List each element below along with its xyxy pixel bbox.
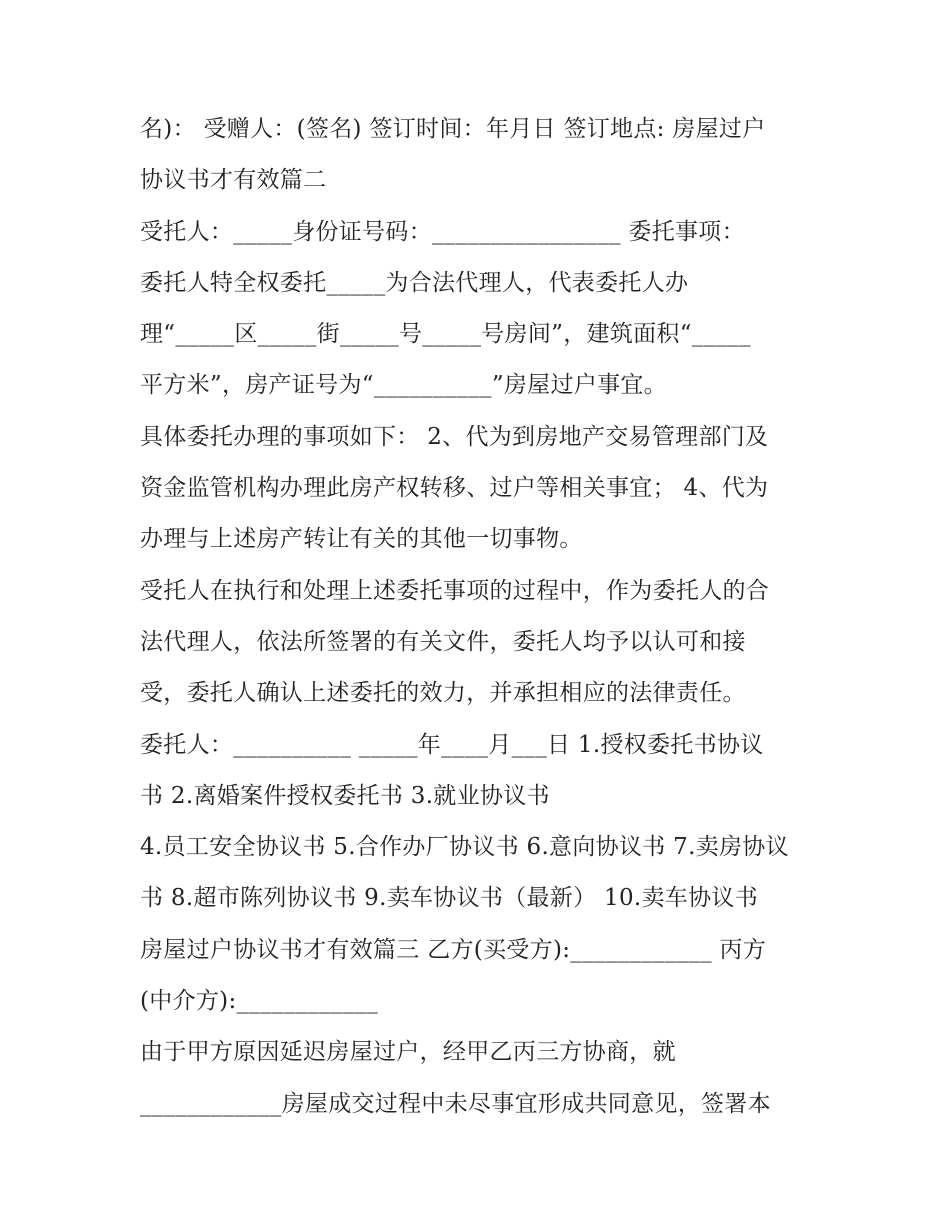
text-line: 办理与上述房产转让有关的其他一切事物。: [140, 526, 583, 553]
text-line: 委托人特全权委托_____为合法代理人，代表委托人办: [140, 269, 689, 296]
text-line: 由于甲方原因延迟房屋过户，经甲乙丙三方协商，就: [140, 1039, 676, 1066]
text-line: 书 2.离婚案件授权委托书 3.就业协议书: [140, 782, 550, 809]
text-line: 资金监管机构办理此房产权转移、过户等相关事宜； 4、代为: [140, 475, 769, 502]
text-line: 协议书才有效篇二: [140, 167, 327, 194]
text-line: 理“_____区_____街_____号_____号房间”，建筑面积“_____: [140, 321, 751, 348]
text-line: 名)： 受赠人：(签名) 签订时间：年月日 签订地点: 房屋过户: [140, 116, 766, 142]
text-line: 平方米”，房产证号为“__________”房屋过户事宜。: [140, 372, 667, 399]
text-line: 受托人：_____身份证号码：________________ 委托事项：: [140, 218, 745, 245]
text-line: 受，委托人确认上述委托的效力，并承担相应的法律责任。: [140, 680, 746, 707]
text-line: 书 8.超市陈列协议书 9.卖车协议书（最新） 10.卖车协议书: [140, 885, 758, 912]
text-line: 受托人在执行和处理上述委托事项的过程中，作为委托人的合: [140, 577, 770, 604]
text-line: ____________房屋成交过程中未尽事宜形成共同意见，签署本: [140, 1090, 771, 1117]
text-line: 具体委托办理的事项如下： 2、代为到房地产交易管理部门及: [140, 423, 769, 450]
text-line: 房屋过户协议书才有效篇三 乙方(买受方):____________ 丙方: [140, 936, 767, 963]
text-line: 委托人：__________ _____年____月___日 1.授权委托书协议: [140, 731, 764, 758]
document-body: [140, 104, 820, 1130]
text-line: 4.员工安全协议书 5.合作办厂协议书 6.意向协议书 7.卖房协议: [140, 834, 789, 861]
text-line: (中介方):____________: [140, 988, 379, 1015]
text-line: 法代理人，依法所签署的有关文件，委托人均予以认可和接: [140, 628, 746, 655]
